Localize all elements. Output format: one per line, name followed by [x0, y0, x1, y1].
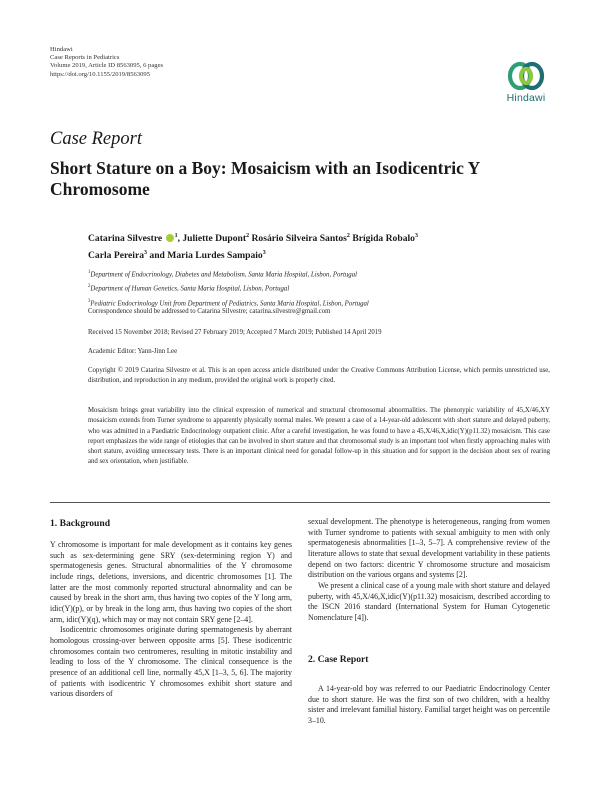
author-affil-sup: 3: [144, 250, 148, 257]
orcid-icon[interactable]: [166, 234, 174, 242]
paragraph: Y chromosome is important for male development as it contains key genes such as sex-determining gene SRY (sex-determining region Y) and spermatogenesis genes. Structural abnormalities of the Y chromosome include rings, deletions, inversions, and dicentric chromosomes [1]. The latter are the most commonly reported structural abnormality and can be caused by break in the short arm, thus having two copies of the Y long arm, idic(Y)(p), or by break in the long arm, thus having two copies of the short arm, idic(Y)(q), which may or may not contain SRY gene [2–4].: [50, 540, 292, 624]
affiliations: [88, 267, 558, 310]
author-affil-sup: 3: [262, 250, 266, 257]
copyright-notice: Copyright © 2019 Catarina Silvestre et al. This is an open access article distributed under the Creative Commons Attribution License, which permits unrestricted use, distribution, and reproduction in any medium, provided the original work is properly cited.: [88, 367, 550, 385]
paragraph: We present a clinical case of a young male with short stature and delayed puberty, with 45,X/46,X,idic(Y)(p11.32) mosaicism, described according to the ISCN 2016 standard (International System for Human Cytogenetic Nomenclature [4]).: [308, 580, 550, 622]
affiliation-item: $^3$Pediatric Endocrinology Unit from Department of Pediatrics, Santa Maria Hospital, Lisbon, Portugal: [88, 298, 369, 307]
author-name[interactable]: Carla Pereira: [88, 250, 145, 262]
paragraph: sexual development. The phenotype is heterogeneous, ranging from women with Turner syndrome to patients with sexual ambiguity to men with only spermatogenesis abnormalities [1–3, 5–7]. A comprehensive review of the literature allows to state that sexual development variability in these patients depend on two factors: dicentric Y chromosome structure and mosaicism distribution on the various organs and systems [2].: [308, 517, 550, 580]
author-affil-sup: 2: [246, 233, 250, 239]
journal-name: Case Reports in Pediatrics: [50, 54, 120, 62]
correspondence: Correspondence should be addressed to Catarina Silvestre; catarina.silvestre@gmail.com: [88, 308, 331, 315]
author-name[interactable]: Brígida Robalo: [352, 233, 415, 245]
article-title: Short Stature on a Boy: Mosaicism with an Isodicentric Y Chromosome: [50, 158, 480, 199]
academic-editor: Academic Editor: Yann-Jinn Lee: [88, 348, 178, 355]
divider: [50, 502, 550, 503]
affiliation-item: $^2$Department of Human Genetics, Santa Maria Hospital, Lisbon, Portugal: [88, 284, 290, 293]
doi-link[interactable]: https://doi.org/10.1155/2019/8563095: [50, 70, 151, 78]
case-report-text: [308, 684, 550, 727]
paragraph: A 14-year-old boy was referred to our Paediatric Endocrinology Center due to short stature. He was the first son of two children, with a healthy sister and irrelevant familial history. Familial target height was on percentile 3–10.: [308, 684, 550, 725]
paragraph: Isodicentric chromosomes originate during spermatogenesis by aberrant homologous crossing-over between opposite arms [5]. These isodicentric chromosomes contain two centromeres, resulting in mitotic instability and leading to loss of the Y chromosome. The clinical consequence is the presence of an additional cell line, normally 45,X [1–3, 5, 6]. The majority of patients with isodicentric Y chromosomes exhibit short stature and various disorders of: [50, 625, 292, 699]
article-type: Case Report: [50, 129, 142, 149]
author-list: Catarina Silvestre $^1$, Juliette Dupont$^2$ Rosário Silveira Santos$^2$ Brígida Robalo$^3$ Carla Pereira$^3$ and Maria Lurdes Sampaio$^3$: [88, 233, 418, 262]
author-name[interactable]: Catarina Silvestre: [88, 233, 163, 245]
volume-line: Volume 2019, Article ID 8563095, 6 pages: [50, 62, 164, 70]
abstract: Mosaicism brings great variability into the clinical expression of numerical and structural chromosomal abnormalities. The phenotypic variability of 45,X/46,XY mosaicism extends from Turner syndrome to apparently physically normal males. We present a case of a 14-year-old adolescent with short stature and delayed puberty, who was admitted in a Paediatric Endocrinology outpatient clinic. After a careful investigation, he was found to have a 45,X/46,X,idic(Y)(p11.32) mosaicism. This case report emphasizes the wide range of etiologies that can be involved in short stature and that chromosomal study is an important tool when firstly approaching males with short stature, avoiding unnecessary tests. There is an important clinical need for gonadal follow-up in this situation and for support in the decision about sex of rearing and sex orientation, when justifiable.: [88, 407, 550, 466]
author-name[interactable]: Juliette Dupont: [182, 233, 247, 245]
publisher-name: Hindawi: [50, 46, 73, 53]
author-name[interactable]: Maria Lurdes Sampaio: [167, 250, 263, 262]
author-affil-sup: 3: [414, 233, 418, 239]
logo-wordmark: Hindawi: [506, 92, 546, 104]
author-affil-sup: 2: [346, 233, 350, 239]
journal-header: [50, 46, 163, 79]
author-affil-sup: 1: [174, 233, 178, 239]
affiliation-item: $^1$Department of Endocrinology, Diabetes and Metabolism, Santa Maria Hospital, Lisbon, Portugal: [88, 270, 357, 279]
author-name[interactable]: Rosário Silveira Santos: [251, 233, 347, 245]
section-heading-background: 1. Background: [50, 518, 111, 529]
section-heading-case-report: 2. Case Report: [308, 654, 369, 665]
body-column-right: [308, 517, 550, 624]
article-dates: Received 15 November 2018; Revised 27 February 2019; Accepted 7 March 2019; Published 14 April 2019: [88, 329, 382, 336]
body-column-left: [50, 540, 292, 700]
